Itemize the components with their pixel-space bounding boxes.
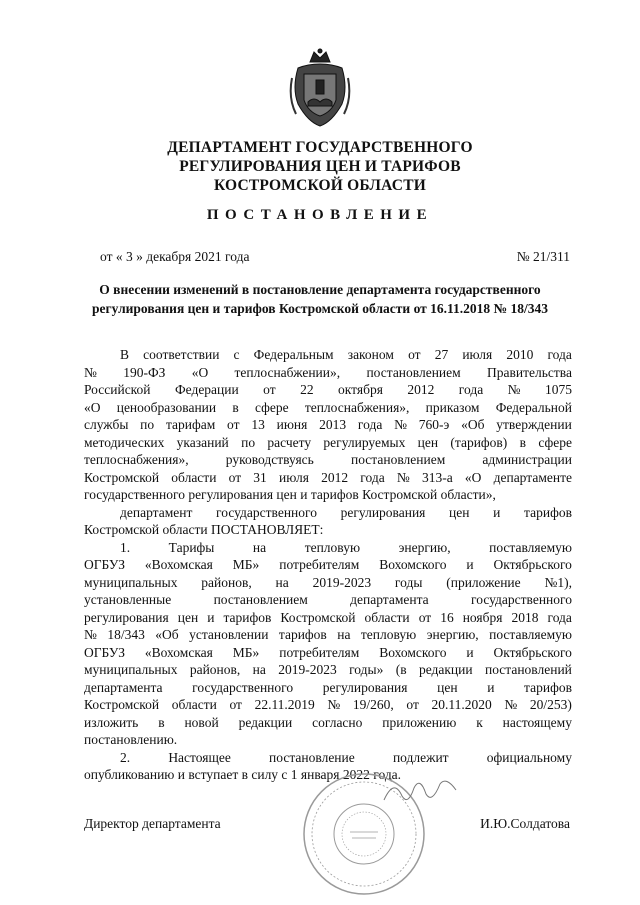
body-word: цен bbox=[417, 434, 439, 450]
body-word: № bbox=[394, 417, 408, 432]
body-word: государственного bbox=[192, 679, 294, 695]
document-date: от « 3 » декабря 2021 года bbox=[100, 249, 250, 264]
body-word: департамента bbox=[84, 679, 163, 695]
body-word: настоящему bbox=[502, 714, 572, 730]
body-word: и bbox=[207, 609, 215, 625]
body-word: 22 bbox=[300, 382, 314, 397]
body-word: районов, bbox=[201, 574, 252, 590]
body-line bbox=[84, 486, 572, 504]
body-word: приказом bbox=[425, 399, 480, 415]
body-word: 19/260, bbox=[352, 697, 394, 712]
handwritten-signature bbox=[380, 770, 460, 810]
body-word: 16 bbox=[440, 609, 454, 625]
body-word: области bbox=[171, 469, 217, 485]
body-word: ОГБУЗ bbox=[84, 557, 125, 572]
body-word: «Вохомская bbox=[144, 644, 213, 660]
body-word: годы» bbox=[349, 662, 384, 677]
body-word: года bbox=[360, 469, 385, 485]
body-word: от bbox=[418, 609, 432, 625]
body-word: 13 bbox=[251, 417, 265, 432]
body-word: от bbox=[227, 417, 240, 432]
body-word: регулирования bbox=[84, 609, 169, 625]
body-word: июня bbox=[276, 417, 308, 432]
body-word: указаний bbox=[176, 434, 229, 450]
body-line bbox=[84, 451, 572, 469]
body-word: теплоснабжения», bbox=[304, 399, 410, 415]
body-word: № bbox=[396, 469, 410, 485]
body-word: энергию, bbox=[426, 627, 479, 642]
body-word: и bbox=[493, 504, 501, 520]
body-word: утверждении bbox=[496, 417, 572, 432]
body-word: «О bbox=[464, 469, 482, 485]
body-word: Вохомского bbox=[379, 644, 447, 660]
body-word: 2012 bbox=[407, 382, 435, 397]
body-line bbox=[84, 661, 572, 679]
body-word: постановление bbox=[269, 749, 355, 765]
body-word: поставляемую bbox=[489, 539, 572, 555]
body-word: от bbox=[263, 382, 276, 397]
body-line bbox=[84, 346, 572, 364]
body-word: года bbox=[458, 382, 484, 397]
body-word: департамента bbox=[350, 592, 429, 607]
document-number: № 21/311 bbox=[516, 249, 570, 264]
body-word: по bbox=[241, 434, 256, 450]
body-word: № bbox=[84, 627, 97, 642]
body-word: «О bbox=[191, 364, 209, 380]
coat-of-arms-icon bbox=[288, 48, 352, 132]
body-line bbox=[84, 731, 572, 749]
body-word: 313-а bbox=[421, 469, 453, 485]
body-word: от bbox=[228, 469, 242, 485]
document-type-title: ПОСТАНОВЛЕНИЕ bbox=[206, 207, 434, 223]
body-word: постановлением bbox=[351, 452, 446, 467]
subject-line-1: О внесении изменений в постановление департамента государственного bbox=[99, 282, 541, 297]
body-line bbox=[84, 574, 572, 592]
body-word: № bbox=[327, 697, 341, 712]
body-word: и bbox=[487, 679, 495, 695]
body-word: октября bbox=[338, 382, 383, 397]
body-word: области bbox=[171, 697, 217, 712]
body-word: МБ» bbox=[232, 644, 260, 660]
body-word: Федеральным bbox=[253, 347, 334, 362]
body-word: «Об bbox=[461, 417, 485, 432]
body-word: от bbox=[229, 697, 242, 712]
body-word: поставляемую bbox=[489, 627, 572, 642]
body-word: 2012 bbox=[321, 469, 349, 485]
body-word: Федерации bbox=[174, 382, 239, 397]
body-word: редакции bbox=[418, 662, 473, 677]
body-word: и bbox=[466, 644, 474, 660]
body-line bbox=[84, 469, 572, 487]
body-word: №1), bbox=[544, 574, 572, 590]
body-word: соответствии bbox=[143, 347, 220, 362]
body-line bbox=[84, 504, 572, 522]
body-line bbox=[84, 381, 572, 399]
body-word: службы bbox=[84, 417, 129, 432]
body-word: № bbox=[84, 364, 97, 380]
body-line bbox=[84, 696, 572, 714]
body-word: постановлением bbox=[213, 592, 308, 607]
body-word: администрации bbox=[482, 452, 572, 467]
body-line bbox=[84, 521, 572, 539]
body-word: «Вохомская bbox=[144, 557, 213, 572]
body-word: методических bbox=[84, 434, 165, 450]
body-word: тепловую bbox=[304, 539, 361, 555]
body-word: Российской bbox=[84, 382, 151, 397]
body-word: в bbox=[158, 714, 165, 730]
body-text: Костромской области ПОСТАНОВЛЯЕТ: bbox=[84, 522, 324, 537]
body-word: государственного bbox=[471, 592, 572, 607]
body-word: от bbox=[406, 697, 419, 712]
document-subject bbox=[70, 280, 570, 318]
body-word: 190-ФЗ bbox=[123, 364, 166, 380]
body-word: (приложение bbox=[446, 574, 521, 590]
body-word: (тарифов) bbox=[450, 434, 508, 450]
body-word: законом bbox=[347, 347, 394, 362]
body-word: на bbox=[252, 539, 267, 555]
body-word: теплоснабжении», bbox=[234, 364, 341, 380]
body-word: на bbox=[252, 662, 266, 677]
body-word: ноября bbox=[462, 609, 503, 625]
body-word: муниципальных bbox=[84, 662, 178, 677]
body-word: и bbox=[466, 557, 474, 572]
subject-line-2: регулирования цен и тарифов Костромской области от 16.11.2018 № 18/343 bbox=[92, 301, 548, 316]
body-word: ОГБУЗ bbox=[84, 644, 125, 660]
body-word: Костромской bbox=[280, 609, 356, 625]
body-word: года bbox=[547, 609, 572, 625]
body-word: изложить bbox=[84, 714, 139, 730]
body-word: тарифов bbox=[223, 609, 272, 625]
body-word: В bbox=[120, 347, 130, 362]
body-word: теплоснабжения», bbox=[84, 452, 189, 467]
signer-name: И.Ю.Солдатова bbox=[480, 816, 570, 831]
body-word: с bbox=[233, 347, 240, 362]
dept-line-1: ДЕПАРТАМЕНТ ГОСУДАРСТВЕННОГО bbox=[167, 139, 473, 156]
body-word: районов, bbox=[189, 662, 241, 677]
body-word: Октябрьского bbox=[493, 557, 572, 572]
body-word: новой bbox=[184, 714, 219, 730]
body-word: 20/253) bbox=[529, 697, 572, 712]
body-word: тарифов bbox=[278, 627, 327, 642]
body-word: потребителям bbox=[279, 644, 360, 660]
body-word: цен bbox=[449, 504, 470, 520]
body-word: МБ» bbox=[232, 557, 260, 572]
body-line bbox=[84, 714, 572, 732]
body-word: тепловую bbox=[360, 627, 417, 642]
body-line bbox=[84, 626, 572, 644]
body-word: энергию, bbox=[398, 539, 451, 555]
body-word: постановлением bbox=[366, 364, 461, 380]
body-line bbox=[84, 591, 572, 609]
body-word: 760-э bbox=[418, 417, 450, 432]
body-word: цен bbox=[437, 679, 458, 695]
body-word: по bbox=[140, 417, 155, 432]
body-word: потребителям bbox=[279, 557, 360, 572]
body-word: официальному bbox=[486, 749, 572, 765]
body-word: Костромской bbox=[84, 697, 160, 712]
body-text: опубликованию и вступает в силу с 1 января 2022 года. bbox=[84, 767, 402, 782]
body-word: муниципальных bbox=[84, 574, 178, 590]
body-word: сфере bbox=[254, 399, 289, 415]
body-word: цен bbox=[177, 609, 199, 625]
body-line bbox=[84, 644, 572, 662]
dept-line-3: КОСТРОМСКОЙ ОБЛАСТИ bbox=[213, 177, 426, 194]
body-text: постановлению. bbox=[84, 732, 178, 747]
body-word: тарифов bbox=[524, 504, 572, 520]
body-word: расчету bbox=[267, 434, 312, 450]
body-line bbox=[84, 416, 572, 434]
body-word: 2010 bbox=[506, 347, 534, 362]
body-word: 22.11.2019 bbox=[254, 697, 315, 712]
body-word: 1. bbox=[120, 539, 131, 555]
body-word: 18/343 bbox=[107, 627, 145, 642]
body-word: установленные bbox=[84, 592, 172, 607]
body-word: № bbox=[504, 697, 518, 712]
department-header bbox=[0, 138, 640, 195]
body-word: 2019-2023 bbox=[312, 574, 372, 590]
signer-position: Директор департамента bbox=[84, 816, 221, 831]
body-word: № bbox=[507, 382, 521, 397]
dept-line-2: РЕГУЛИРОВАНИЯ ЦЕН И ТАРИФОВ bbox=[179, 158, 461, 175]
body-word: июля bbox=[278, 469, 309, 485]
body-word: установлении bbox=[189, 627, 269, 642]
body-word: на bbox=[337, 627, 351, 642]
body-line bbox=[84, 609, 572, 627]
body-word: постановлений bbox=[484, 662, 572, 677]
body-word: к bbox=[476, 714, 483, 730]
body-word: 2018 bbox=[511, 609, 539, 625]
body-word: регулирования bbox=[340, 504, 426, 520]
body-word: Федеральной bbox=[495, 399, 572, 415]
body-word: согласно bbox=[312, 714, 363, 730]
body-word: Правительства bbox=[487, 364, 572, 380]
body-word: «О bbox=[84, 399, 101, 415]
body-word: на bbox=[275, 574, 289, 590]
body-word: 31 bbox=[253, 469, 267, 485]
body-line bbox=[84, 679, 572, 697]
body-word: 2. bbox=[120, 749, 131, 765]
body-word: от bbox=[408, 347, 421, 362]
body-word: Октябрьского bbox=[493, 644, 572, 660]
body-line bbox=[84, 539, 572, 557]
body-line bbox=[84, 749, 572, 767]
document-body bbox=[84, 346, 572, 784]
body-word: тарифам bbox=[165, 417, 216, 432]
body-word: «Об bbox=[155, 627, 179, 642]
body-word: ценообразовании bbox=[116, 399, 217, 415]
body-word: Вохомского bbox=[379, 557, 447, 572]
body-line bbox=[84, 364, 572, 382]
body-text: государственного регулирования цен и тарифов Костромской области», bbox=[84, 487, 496, 502]
body-word: департаменте bbox=[493, 469, 572, 485]
body-word: приложению bbox=[382, 714, 457, 730]
body-word: годы bbox=[394, 574, 423, 590]
body-word: в bbox=[232, 399, 239, 415]
body-line bbox=[84, 399, 572, 417]
body-word: государственного bbox=[216, 504, 317, 520]
body-line bbox=[84, 434, 572, 452]
body-word: департамент bbox=[120, 504, 193, 520]
body-word: Настоящее bbox=[168, 749, 231, 765]
body-word: подлежит bbox=[392, 749, 449, 765]
body-word: в bbox=[519, 434, 526, 450]
body-word: регулируемых bbox=[323, 434, 406, 450]
body-word: (в bbox=[395, 662, 407, 677]
body-word: Костромской bbox=[84, 469, 160, 485]
body-word: тарифов bbox=[524, 679, 572, 695]
body-word: 2019-2023 bbox=[278, 662, 337, 677]
body-word: области bbox=[364, 609, 410, 625]
body-word: регулирования bbox=[322, 679, 408, 695]
body-word: сфере bbox=[538, 434, 572, 450]
body-word: июля bbox=[462, 347, 493, 362]
body-word: 1075 bbox=[545, 382, 572, 397]
body-word: 2013 bbox=[319, 417, 347, 432]
body-word: 20.11.2020 bbox=[431, 697, 492, 712]
body-word: Тарифы bbox=[168, 539, 215, 555]
body-word: редакции bbox=[238, 714, 293, 730]
body-word: руководствуясь bbox=[225, 452, 314, 467]
body-word: 27 bbox=[434, 347, 449, 362]
body-line bbox=[84, 556, 572, 574]
body-word: года bbox=[547, 347, 572, 362]
body-word: года bbox=[357, 417, 383, 432]
